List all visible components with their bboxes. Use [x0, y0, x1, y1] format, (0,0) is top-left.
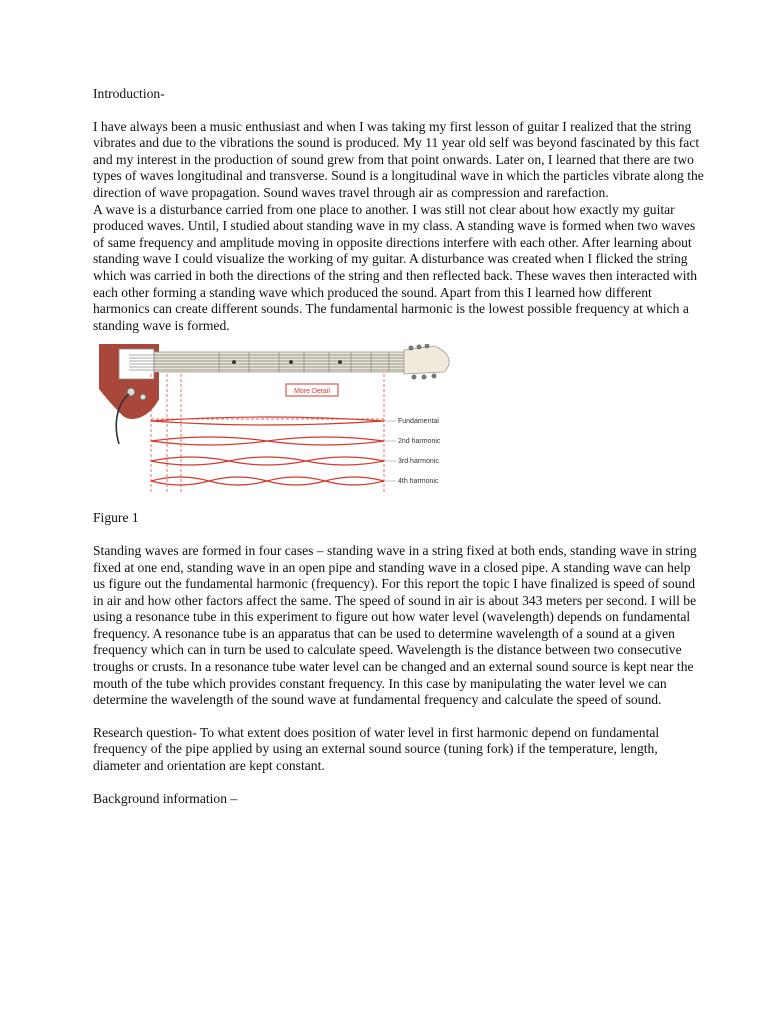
guitar-illustration	[99, 344, 454, 504]
wave-fundamental	[151, 417, 384, 425]
wave-4th-harmonic	[151, 477, 384, 485]
document-page	[93, 86, 705, 807]
intro-paragraph-2: A wave is a disturbance carried from one place to another. I was still not clear about how exactly my guitar produced waves. Until, I studied about standing wave in my class. A standing wave is formed when two waves of same frequency and amplitude moving in opposite directions interfere with each other. After learning about standing wave I could visualize the working of my guitar. A disturbance was created when I flicked the string which was carried in both the directions of the string and then reflected back. These waves then interacted with each other forming a standing wave which produced the sound. Apart from this I learned how different harmonics can create different sounds. The fundamental harmonic is the lowest possible frequency at which a standing wave is formed.	[93, 201, 698, 333]
intro-heading: Introduction-	[93, 86, 165, 101]
intro-paragraph-1: I have always been a music enthusiast and when I was taking my first lesson of guitar I realized that the string vibrates and due to the vibrations the sound is produced. My 11 year old self was beyond fascinated by this fact and my interest in the production of sound grew from that point onwards. Later on, I learned that there are two types of waves longitudinal and transverse. Sound is a longitudinal wave in which the particles vibrate along the direction of wave propagation. Sound waves travel through air as compression and rarefaction.	[93, 118, 704, 200]
wave-3rd-harmonic	[151, 457, 384, 465]
guitar-harmonics-figure	[99, 344, 454, 504]
label-3rd-harmonic: 3rd harmonic	[398, 458, 439, 466]
wave-2nd-harmonic	[151, 437, 384, 445]
research-question-paragraph: Research question- To what extent does position of water level in first harmonic depend on fundamental frequency of the pipe applied by using an external sound source (tuning fork) if the temperature, length, diameter and orientation are kept constant.	[93, 724, 660, 774]
cases-paragraph: Standing waves are formed in four cases – standing wave in a string fixed at both ends, standing wave in string fixed at one end, standing wave in an open pipe and standing wave in a closed pipe. A standing wave can help us figure out the fundamental harmonic (frequency). For this report the topic I have finalized is speed of sound in air and how other factors affect the same. The speed of sound in air is about 343 meters per second. I will be using a resonance tube in this experiment to figure out how water level (wavelength) depends on fundamental frequency. A resonance tube is an apparatus that can be used to determine wavelength of a sound at a given frequency which can in turn be used to calculate speed. Wavelength is the distance between two consecutive troughs or crusts. In a resonance tube water level can be changed and an external sound source is kept near the mouth of the tube which provides constant frequency. In this case by manipulating the water level we can determine the wavelength of the sound wave at fundamental frequency and calculate the speed of sound.	[93, 542, 697, 708]
more-detail-label: More Detail	[294, 388, 330, 396]
label-2nd-harmonic: 2nd harmonic	[398, 438, 441, 446]
figure-caption: Figure 1	[93, 510, 139, 526]
background-heading: Background information –	[93, 790, 238, 806]
label-fundamental: Fundamental	[398, 418, 439, 426]
label-4th-harmonic: 4th harmonic	[398, 478, 439, 486]
